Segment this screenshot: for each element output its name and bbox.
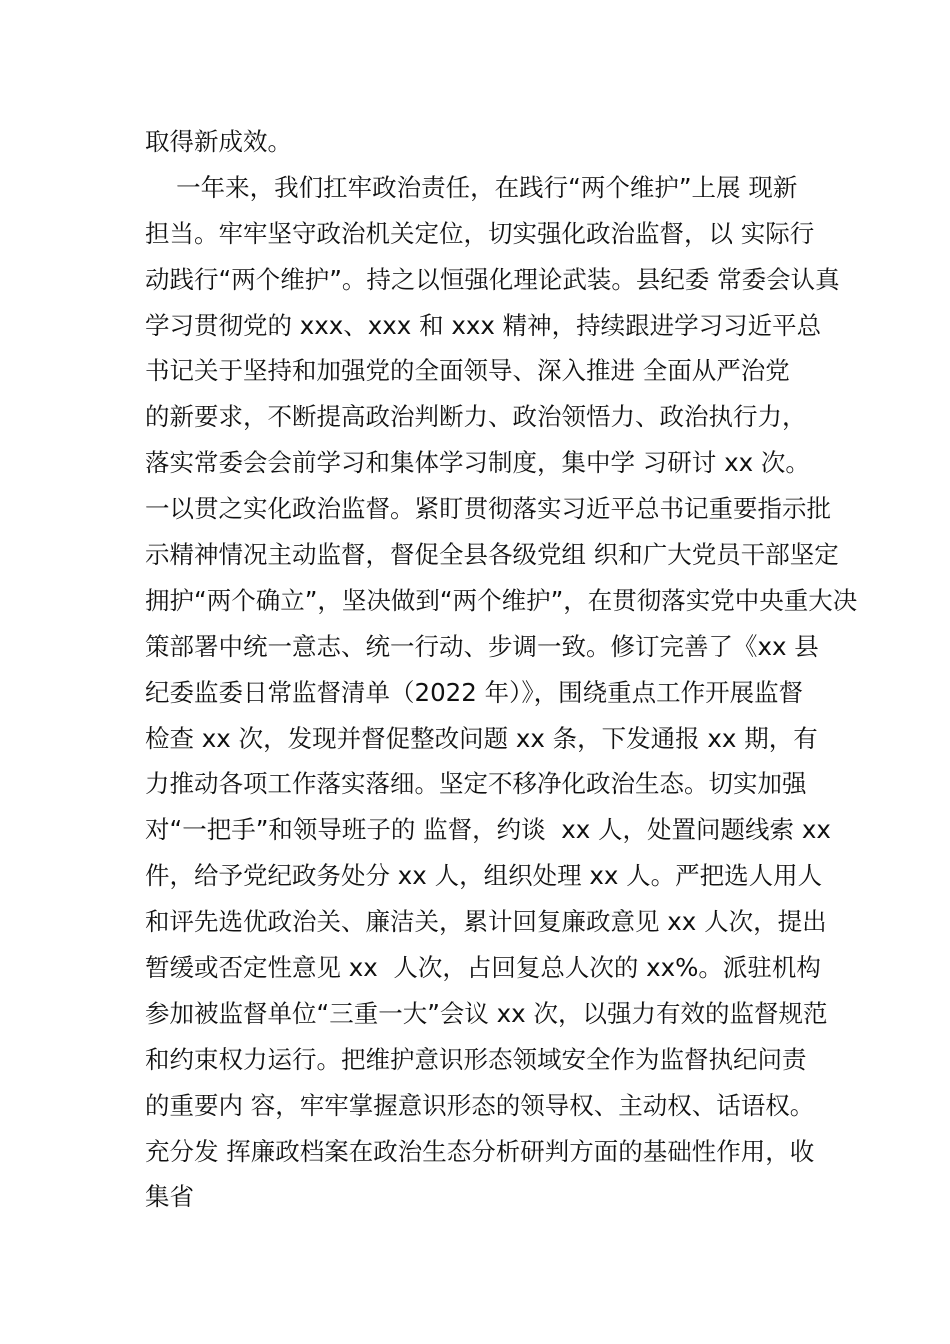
text-line: 落实常委会会前学习和集体学习制度，集中学 习研讨 xx 次。: [145, 448, 810, 478]
text-line: 件，给予党纪政务处分 xx 人，组织处理 xx 人。严把选人用人: [145, 861, 823, 891]
text-line: 检查 xx 次，发现并督促整改问题 xx 条，下发通报 xx 期，有: [145, 723, 818, 753]
text-line: 学习贯彻党的 xxx、xxx 和 xxx 精神，持续跟进学习习近平总: [145, 310, 822, 340]
text-line: 一年来，我们扛牢政治责任，在践行“两个维护”上展 现新: [145, 172, 798, 202]
text-line: 和评先选优政治关、廉洁关，累计回复廉政意见 xx 人次，提出: [145, 907, 827, 937]
text-line: 力推动各项工作落实落细。坚定不移净化政治生态。切实加强: [145, 769, 807, 799]
text-line: 集省: [145, 1182, 194, 1212]
text-line: 动践行“两个维护”。持之以恒强化理论武装。县纪委 常委会认真: [145, 264, 840, 294]
text-line: 纪委监委日常监督清单（2022 年）》，围绕重点工作开展监督: [145, 677, 804, 707]
text-line: 和约束权力运行。把维护意识形态领域安全作为监督执纪问责: [145, 1044, 807, 1074]
text-line: 策部署中统一意志、统一行动、步调一致。修订完善了《xx 县: [145, 631, 819, 661]
text-line: 拥护“两个确立”，坚决做到“两个维护”，在贯彻落实党中央重大决: [145, 585, 858, 615]
text-line: 充分发 挥廉政档案在政治生态分析研判方面的基础性作用，收: [145, 1136, 815, 1166]
text-line: 的重要内 容，牢牢掌握意识形态的领导权、主动权、话语权。: [145, 1090, 815, 1120]
text-line: 暂缓或否定性意见 xx 人次，占回复总人次的 xx%。派驻机构: [145, 953, 821, 983]
text-line: 书记关于坚持和加强党的全面领导、深入推进 全面从严治党: [145, 356, 790, 386]
text-line: 的新要求，不断提高政治判断力、政治领悟力、政治执行力，: [145, 402, 807, 432]
text-line: 取得新成效。: [145, 127, 292, 156]
text-line: 对“一把手”和领导班子的 监督，约谈 xx 人，处置问题线索 xx: [145, 815, 831, 845]
body-text: [145, 119, 858, 1220]
text-line: 担当。牢牢坚守政治机关定位，切实强化政治监督，以 实际行: [145, 218, 815, 248]
text-line: 参加被监督单位“三重一大”会议 xx 次，以强力有效的监督规范: [145, 998, 828, 1028]
text-line: 示精神情况主动监督，督促全县各级党组 织和广大党员干部坚定: [145, 540, 839, 570]
text-line: 一以贯之实化政治监督。紧盯贯彻落实习近平总书记重要指示批: [145, 494, 831, 524]
